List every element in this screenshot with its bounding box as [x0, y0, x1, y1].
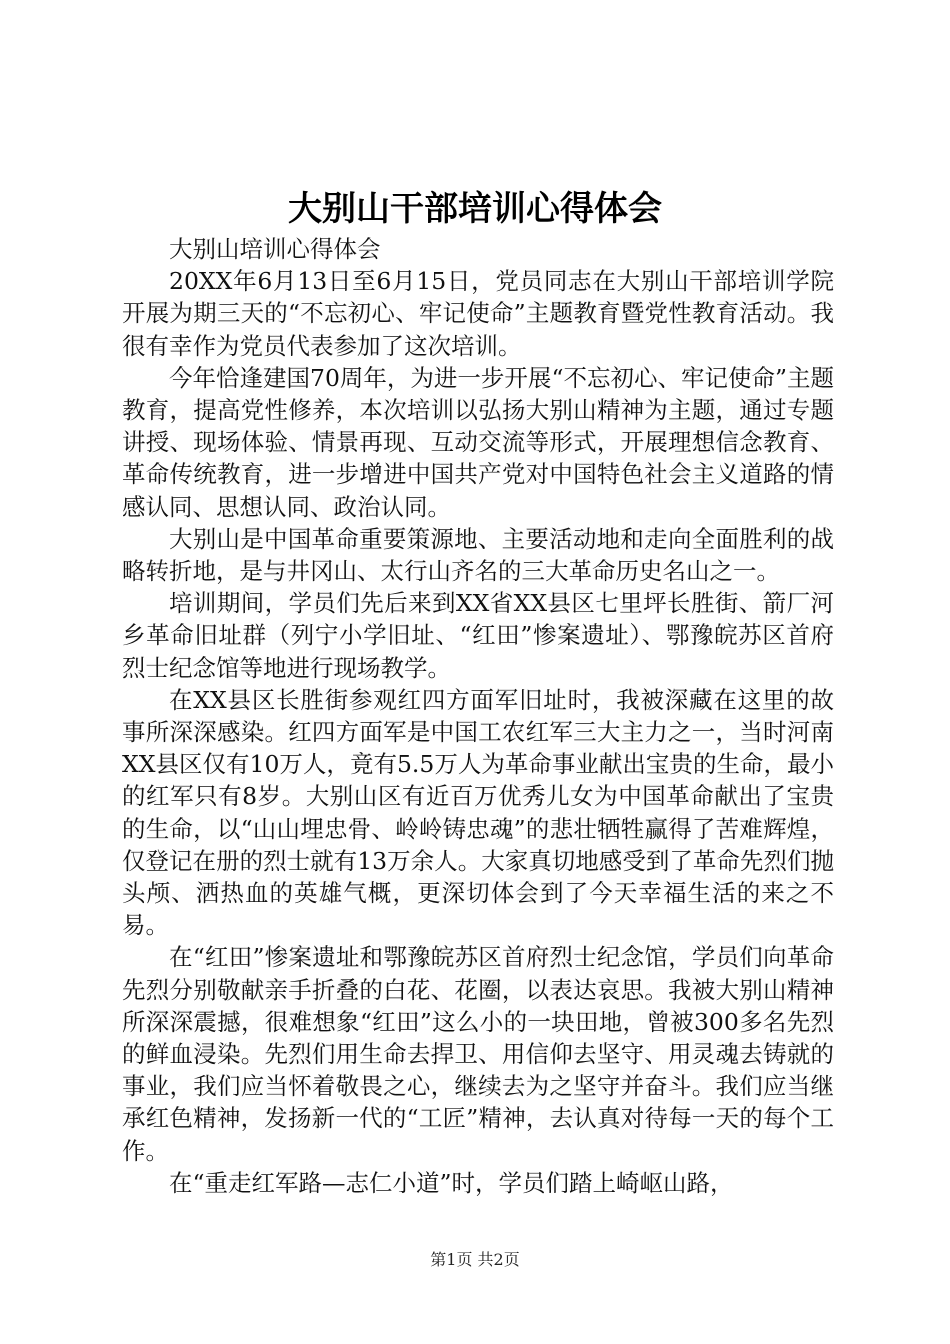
paragraph-red-army-road: 在“重走红军路—志仁小道”时，学员们踏上崎岖山路，	[169, 1168, 734, 1197]
paragraph-intro: 20XX年6月13日至6月15日，党员同志在大别山干部培训学院开展为期三天的“不忘初心、牢记使命”主题教育暨党性教育活动。我很有幸作为党员代表参加了这次培训。	[122, 267, 834, 360]
paragraph-changsheng-street: 在XX县区长胜街参观红四方面军旧址时，我被深藏在这里的故事所深深感染。红四方面军是中国工农红军三大主力之一，当时河南XX县区仅有10万人，竟有5.5万人为革命事业献出宝贵的生命，最小的红军只有8岁。大别山区有近百万优秀儿女为中国革命献出了宝贵的生命，以“山山埋忠骨、岭岭铸忠魂”的悲壮牺牲赢得了苦难辉煌，仅登记在册的烈士就有13万余人。大家真切地感受到了革命先烈们抛头颅、洒热血的英雄气概，更深切体会到了今天幸福生活的来之不易。	[122, 685, 834, 940]
document-body	[122, 233, 834, 1199]
subtitle-paragraph: 大别山培训心得体会	[169, 235, 381, 263]
document-title: 大别山干部培训心得体会	[288, 189, 662, 229]
paragraph-hongtian-memorial: 在“红田”惨案遗址和鄂豫皖苏区首府烈士纪念馆，学员们向革命先烈分别敬献亲手折叠的白花、花圈，以表达哀思。我被大别山精神所深深震撼，很难想象“红田”这么小的一块田地，曾被300多名先烈的鲜血浸染。先烈们用生命去捍卫、用信仰去坚守、用灵魂去铸就的事业，我们应当怀着敬畏之心，继续去为之坚守并奋斗。我们应当继承红色精神，发扬新一代的“工匠”精神，去认真对待每一天的每个工作。	[122, 943, 834, 1165]
paragraph-background: 今年恰逢建国70周年，为进一步开展“不忘初心、牢记使命”主题教育，提高党性修养，本次培训以弘扬大别山精神为主题，通过专题讲授、现场体验、情景再现、互动交流等形式，开展理想信念教育、革命传统教育，进一步增进中国共产党对中国特色社会主义道路的情感认同、思想认同、政治认同。	[122, 363, 834, 521]
paragraph-dabieshan: 大别山是中国革命重要策源地、主要活动地和走向全面胜利的战略转折地，是与井冈山、太行山齐名的三大革命历史名山之一。	[122, 524, 834, 586]
page-footer: 第1页 共2页	[430, 1250, 520, 1269]
paragraph-training-sites: 培训期间，学员们先后来到XX省XX县区七里坪长胜街、箭厂河乡革命旧址群（列宁小学旧址、“红田”惨案遗址）、鄂豫皖苏区首府烈士纪念馆等地进行现场教学。	[122, 589, 834, 682]
